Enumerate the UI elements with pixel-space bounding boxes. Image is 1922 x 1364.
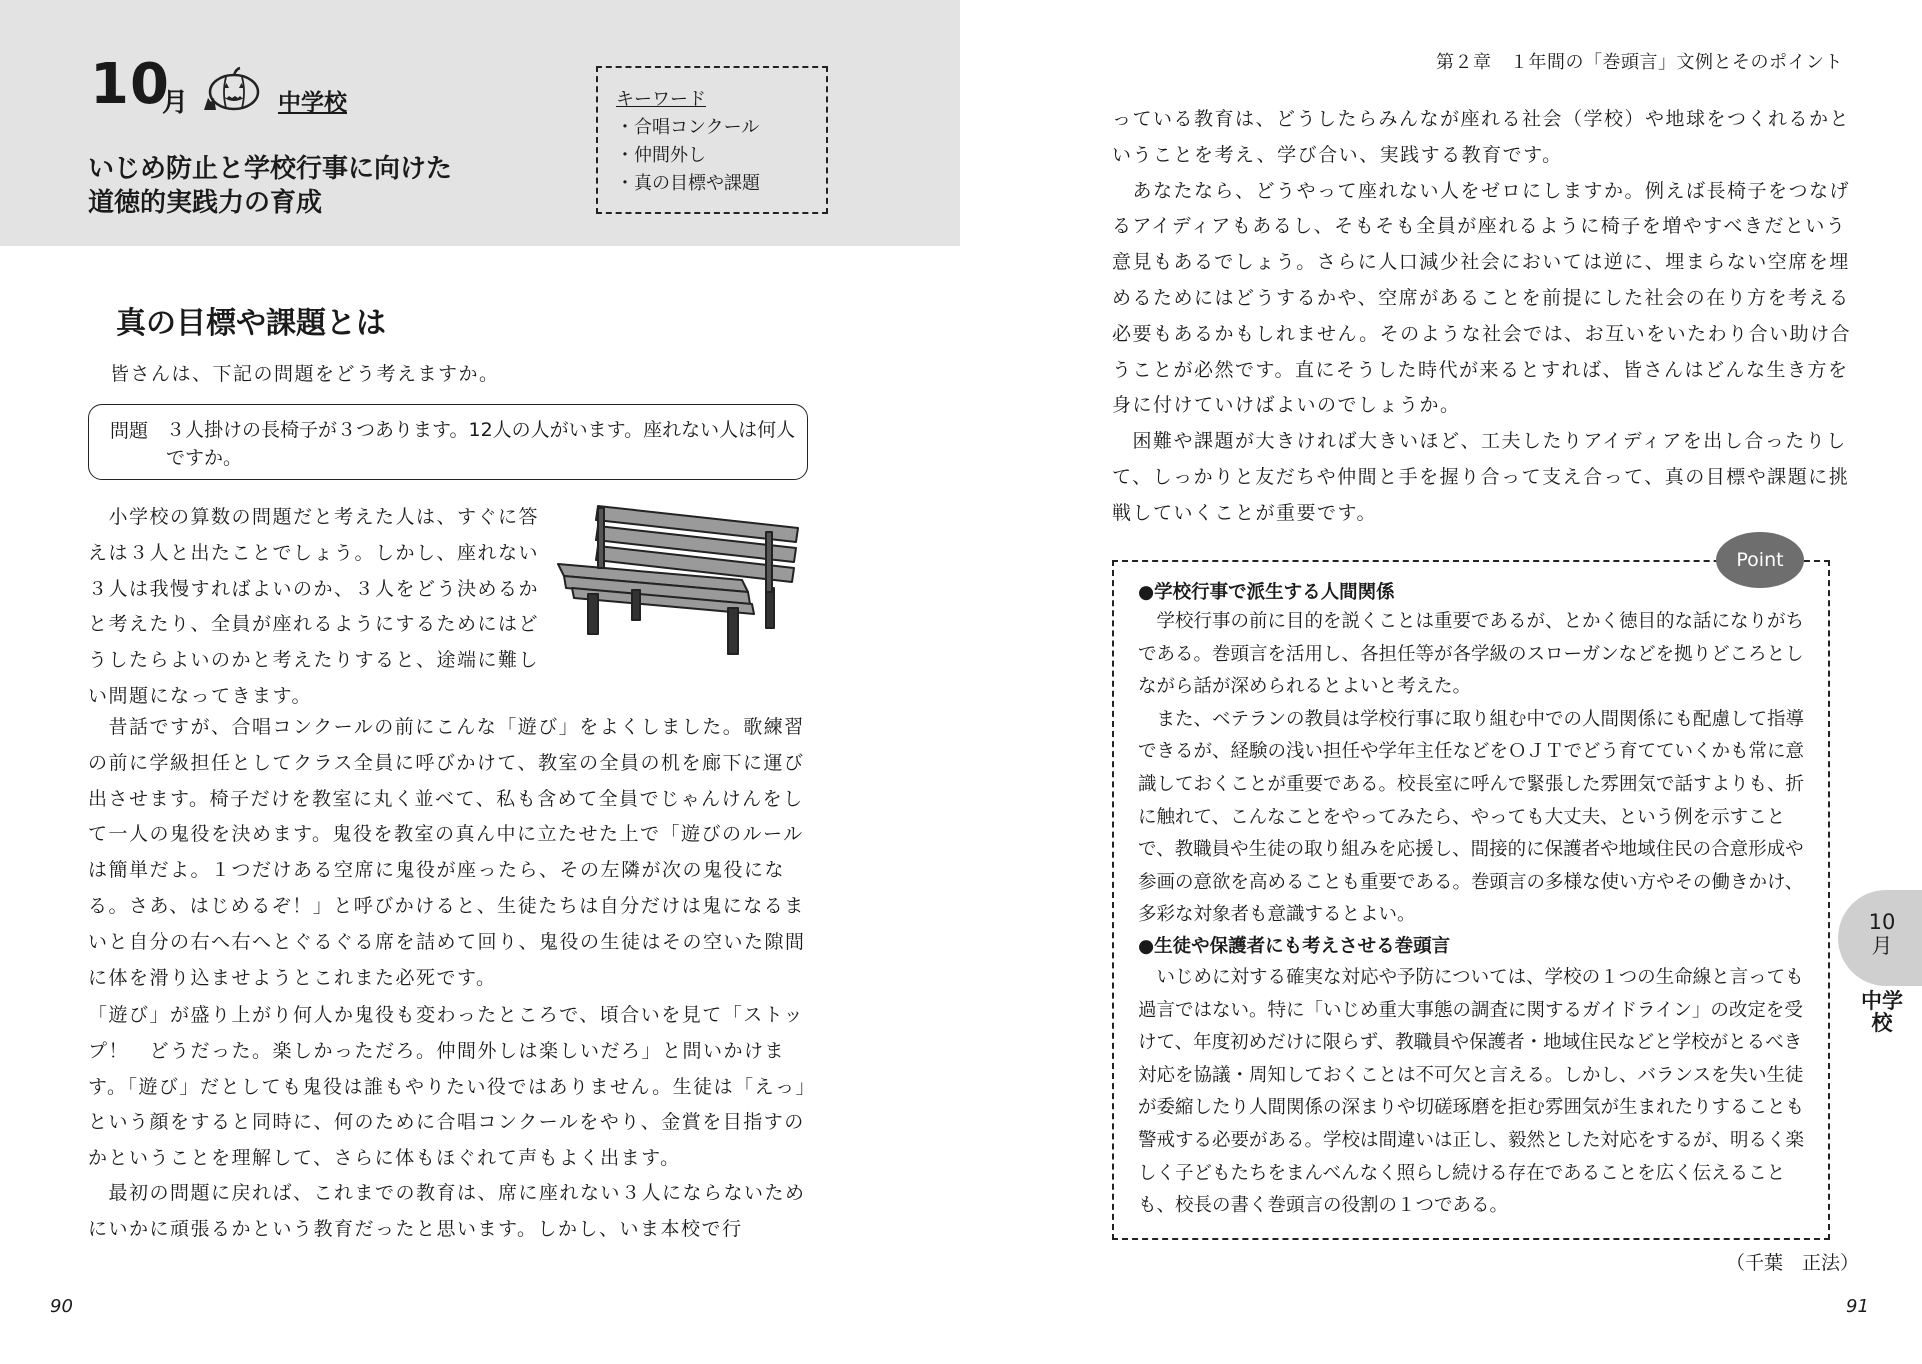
month-suffix: 月 [162,88,189,118]
bench-illustration [552,498,804,658]
chapter-header: 第２章 １年間の「巻頭言」文例とそのポイント [1436,52,1843,73]
side-tab-level: 中学校 [1861,989,1903,1035]
paragraph: 最初の問題に戻れば、これまでの教育は、席に座れない３人にならないためにいかに頑張るかという教育だったと思います。しかし、いま本校で行 [88,1182,806,1240]
author-credit: （千葉 正法） [1726,1252,1860,1274]
problem-label: 問題 [110,420,149,442]
side-tab-month: 10月 [1868,910,1896,958]
theme-line: いじめ防止と学校行事に向けた [88,154,453,184]
point-badge: Point [1716,532,1804,588]
keyword-item: ・真の目標や課題 [616,173,760,194]
point-heading: ●生徒や保護者にも考えさせる巻頭言 [1138,936,1451,957]
problem-text: ３人掛けの長椅子が３つあります。12人の人がいます。座れない人は何人ですか。 [166,419,796,469]
pumpkin-icon [200,66,262,112]
paragraph: 昔話ですが、合唱コンクールの前にこんな「遊び」をよくしました。歌練習の前に学級担任としてクラス全員に呼びかけて、教室の全員の机を廊下に運び出させます。椅子だけを教室に丸く並べて、私も含めて全員でじゃんけんをして一人の鬼役を決めます。鬼役を教室の真ん中に立たせた上で「遊びのルールは簡単だよ。１つだけある空席に鬼役が座ったら、その左隣が次の鬼役になる。さあ、はじめるぞ！」と呼びかけると、生徒たちは自分だけは鬼になるまいと自分の右へ右へとぐるぐる席を詰めて回り、鬼役の生徒はその空いた隙間に体を滑り込ませようとこれまた必死です。 [88,716,806,989]
point-heading: ●学校行事で派生する人間関係 [1138,582,1395,603]
right-body-text: っている教育は、どうしたらみんなが座れる社会（学校）や地球をつくれるかということを考え、学び合い、実践する教育です。 あなたなら、どうやって座れない人をゼロにしますか。例えば長椅子をつなげるアイディアもあるし、そもそも全員が座れるように椅子を増やすべきだという意見もあるでしょう。さらに人口減少社会においては逆に、埋まらない空席を埋めるためにはどうするかや、空席があることを前提にした社会の在り方を考える必要もあるかもしれません。そのような社会では、お互いをいたわり合い助け合うことが必然です。直にそうした時代が来るとすれば、皆さんはどんな生き方を身に付けていけばよいのでしょうか。 困難や課題が大きければ大きいほど、工夫したりアイディアを出し合ったりして、しっかりと友だちや仲間と手を握り合って支え合って、真の目標や課題に挑戦していくことが重要です。 [1112,108,1852,524]
paragraph: 小学校の算数の問題だと考えた人は、すぐに答えは３人と出たことでしょう。しかし、座れない３人は我慢すればよいのか、３人をどう決めるかと考えたり、全員が座れるようにするためにはどうしたらよいのかと考えたりすると、途端に難しい問題になってきます。 [88,506,540,707]
school-level: 中学校 [278,90,347,116]
page-number: 90 [50,1296,73,1317]
keyword-title: キーワード [616,89,706,110]
month-number: 10 [90,52,170,117]
keyword-box [596,66,828,214]
intro-text: 皆さんは、下記の問題をどう考えますか。 [110,363,500,385]
point-body: 学校行事の前に目的を説くことは重要であるが、とかく徳目的な話になりがちである。巻頭言を活用し、各担任等が各学級のスローガンなどを拠りどころとしながら話が深められるとよいと考えた。 また、ベテランの教員は学校行事に取り組む中での人間関係にも配慮して指導できるが、経験の浅い担任や学年主任などをＯＪＴでどう育てていくかも常に意識しておくことが重要である。校長室に呼んで緊張した雰囲気で話すよりも、折に触れて、こんなことをやってみたら、やっても大丈夫、という例を示すことで、教職員や生徒の取り組みを応援し、間接的に保護者や地域住民の合意形成や参画の意欲を高めることも重要である。巻頭言の多様な使い方やその働きかけ、多彩な対象者も意識するとよい。 [1138,611,1805,926]
page-number: 91 [1846,1296,1869,1317]
theme-title [88,152,452,220]
paragraph: 「遊び」が盛り上がり何人か鬼役も変わったところで、頃合いを見て「ストップ！ どうだった。楽しかっただろ。仲間外しは楽しいだろ」と問いかけます。「遊び」だとしても鬼役は誰もやりたい役ではありません。生徒は「えっ」という顔をすると同時に、何のために合唱コンクールをやり、金賞を目指すのかということを理解して、さらに体もほぐれて声もよく出ます。 [88,1004,807,1170]
point-body: いじめに対する確実な対応や予防については、学校の１つの生命線と言っても過言ではない。特に「いじめ重大事態の調査に関するガイドライン」の改定を受けて、年度初めだけに限らず、教職員や保護者・地域住民などと学校がとるべき対応を協議・周知しておくことは不可欠と言える。しかし、バランスを失い生徒が委縮したり人間関係の深まりや切磋琢磨を拒む雰囲気が生まれたりすることも警戒する必要がある。学校は間違いは正し、毅然とした対応をするが、明るく楽しく子どもたちをまんべんなく照らし続ける存在であることを広く伝えることも、校長の書く巻頭言の役割の１つである。 [1138,967,1805,1217]
section-title: 真の目標や課題とは [116,306,386,341]
keyword-item: ・合唱コンクール [616,117,760,138]
keyword-item: ・仲間外し [616,145,706,166]
theme-line: 道徳的実践力の育成 [88,188,323,218]
